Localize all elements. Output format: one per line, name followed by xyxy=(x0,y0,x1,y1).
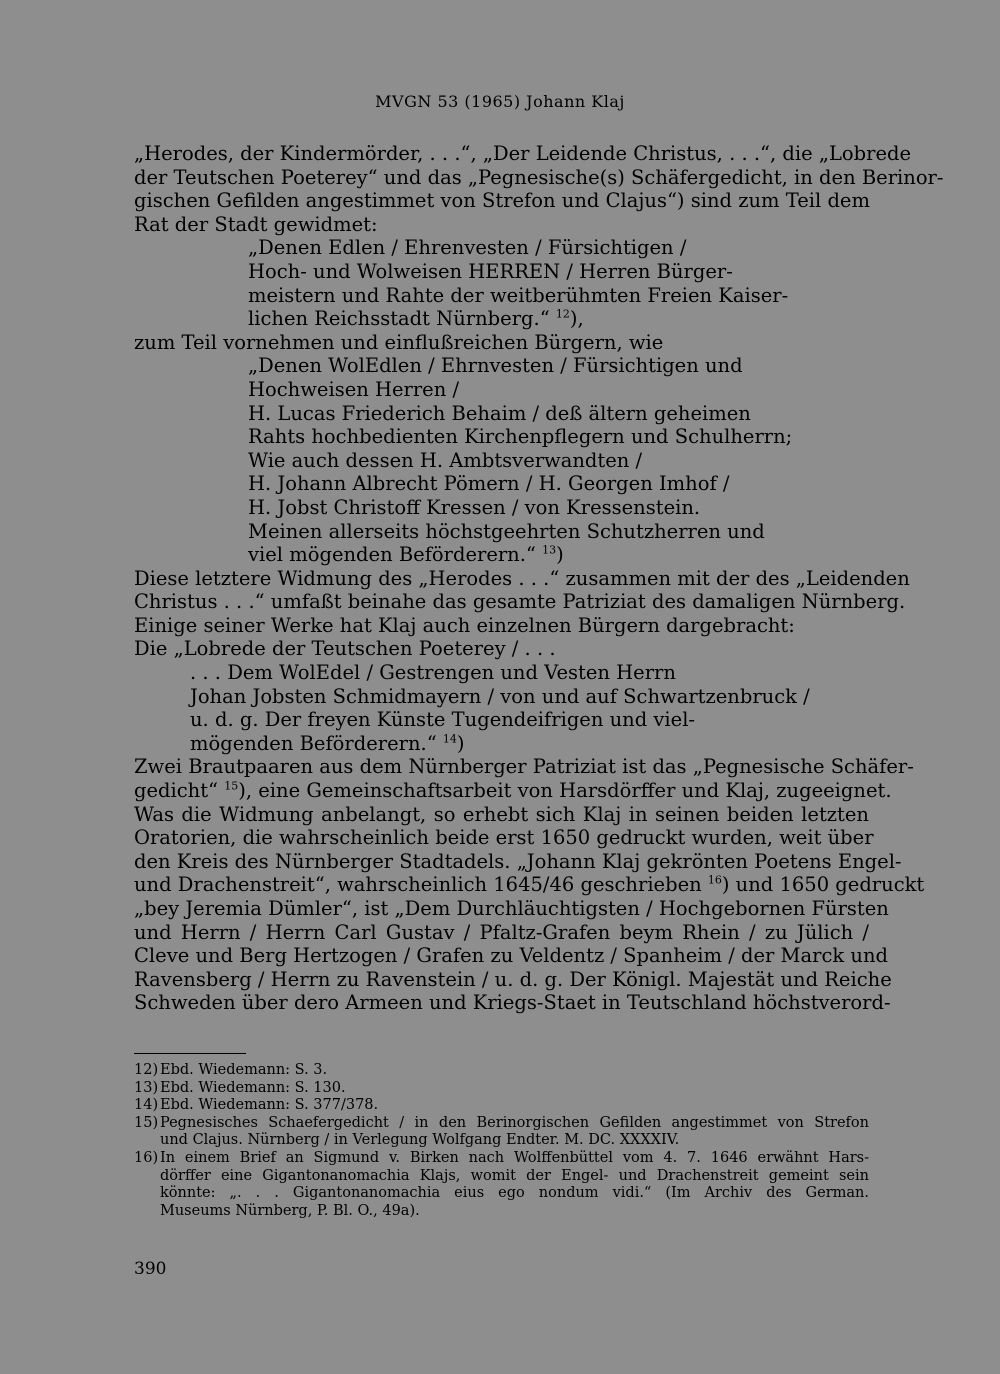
text-line xyxy=(134,189,869,213)
text-line xyxy=(134,142,912,166)
text-line-content: Christus . . .“ umfaßt beinahe das gesamte Patriziat des damaligen Nürnberg. xyxy=(134,590,906,614)
text-line xyxy=(134,543,869,567)
text-line-content: Rahts hochbedienten Kirchenpflegern und Schulherrn; xyxy=(248,425,793,449)
text-line-content: Schweden über dero Armeen und Kriegs-Staet in Teutschland höchstverord- xyxy=(134,991,891,1015)
text-line xyxy=(134,873,925,897)
footnote xyxy=(134,1115,869,1150)
text-line xyxy=(134,260,869,284)
footnote-ref: 12 xyxy=(555,307,570,321)
footnote-line: In einem Brief an Sigmund v. Birken nach Wolffenbüttel vom 4. 7. 1646 erwähnt Hars- xyxy=(160,1149,869,1166)
footnote xyxy=(134,1150,869,1220)
footnote-text xyxy=(160,1150,869,1220)
footnote-line: Pegnesisches Schaefergedicht / in den Berinorgischen Gefilden angestimmet von Strefon xyxy=(160,1114,869,1131)
text-line-content: mögenden Beförderern.“ xyxy=(190,731,437,755)
text-line xyxy=(134,402,869,426)
footnote xyxy=(134,1080,869,1098)
text-line xyxy=(134,236,869,260)
text-line xyxy=(134,213,869,237)
footnote-line: könnte: „. . . Gigantonanomachia eius ego nondum vidi.“ (Im Archiv des German. xyxy=(160,1185,869,1202)
footnote xyxy=(134,1062,869,1080)
footnote-text xyxy=(160,1097,869,1115)
footnote-line: dörffer eine Gigantonanomachia Klajs, womit der Engel- und Drachenstreit gemeint sein xyxy=(160,1167,869,1184)
page-number: 390 xyxy=(134,1259,167,1279)
footnote-text xyxy=(160,1062,869,1080)
footnote-separator xyxy=(134,1053,246,1054)
text-line xyxy=(134,732,869,756)
footnote-ref: 15 xyxy=(224,779,239,793)
body-text xyxy=(134,142,944,1015)
footnote xyxy=(134,1097,869,1115)
text-line-content: Rat der Stadt gewidmet: xyxy=(134,212,378,236)
footnote-number: 15) xyxy=(134,1114,159,1131)
text-line xyxy=(134,637,869,661)
text-line-content: meistern und Rahte der weitberühmten Freien Kaiser- xyxy=(248,283,789,307)
text-line-continuation: ) und 1650 gedruckt xyxy=(721,873,925,897)
text-line xyxy=(134,944,888,968)
text-line xyxy=(134,472,869,496)
text-line-content: . . . Dem WolEdel / Gestrengen und Vesten Herrn xyxy=(190,661,676,685)
text-line xyxy=(134,685,869,709)
text-line-content: „Denen Edlen / Ehrenvesten / Fürsichtigen / xyxy=(248,236,687,260)
text-line-continuation: ), xyxy=(569,307,584,331)
text-line xyxy=(134,165,944,190)
footnote-line: und Clajus. Nürnberg / in Verlegung Wolfgang Endter. M. DC. XXXXIV. xyxy=(160,1132,680,1149)
text-line-continuation: ), eine Gemeinschaftsarbeit von Harsdörffer und Klaj, zugeeignet. xyxy=(238,779,892,803)
footnote-ref: 16 xyxy=(707,873,722,887)
text-line-content: gedicht“ xyxy=(134,779,219,803)
text-line-content: und Drachenstreit“, wahrscheinlich 1645/46 geschrieben xyxy=(134,873,702,897)
running-header: MVGN 53 (1965) Johann Klaj xyxy=(375,92,625,111)
text-line xyxy=(134,284,869,308)
footnotes xyxy=(134,1062,869,1220)
text-line xyxy=(134,614,869,638)
footnote-ref: 13 xyxy=(542,543,557,557)
text-line xyxy=(134,331,869,355)
text-line-content: Cleve und Berg Hertzogen / Grafen zu Veldentz / Spanheim / der Marck und xyxy=(134,944,888,968)
text-line xyxy=(134,921,869,945)
text-line-content: lichen Reichsstadt Nürnberg.“ xyxy=(248,307,550,331)
text-line xyxy=(134,897,889,921)
footnote-text xyxy=(160,1115,869,1150)
text-line-content: Meinen allerseits höchstgeehrten Schutzherren und xyxy=(248,519,765,543)
text-line-content: Ravensberg / Herrn zu Ravenstein / u. d. g. Der Königl. Majestät und Reiche xyxy=(134,967,892,991)
text-line-content: Johan Jobsten Schmidmayern / von und auf Schwartzenbruck / xyxy=(190,684,810,708)
text-line xyxy=(134,826,874,850)
text-line-content: u. d. g. Der freyen Künste Tugendeifrigen und viel- xyxy=(190,708,696,732)
text-line xyxy=(134,708,869,732)
footnote-line: Ebd. Wiedemann: S. 3. xyxy=(160,1062,328,1078)
text-line-content: „Herodes, der Kindermörder, . . .“, „Der Leidende Christus, . . .“, die „Lobrede xyxy=(134,142,912,165)
text-line-content: Diese letztere Widmung des „Herodes . . .“ zusammen mit der des „Leidenden xyxy=(134,566,910,590)
footnote-line: Ebd. Wiedemann: S. 130. xyxy=(160,1079,346,1096)
text-line-content: Hoch- und Wolweisen HERREN / Herren Bürger- xyxy=(248,259,733,283)
text-line-content: gischen Gefilden angestimmet von Strefon und Clajus“) sind zum Teil dem xyxy=(134,189,870,213)
text-line xyxy=(134,849,902,874)
text-line-content: Einige seiner Werke hat Klaj auch einzelnen Bürgern dargebracht: xyxy=(134,613,795,637)
text-line xyxy=(134,566,910,591)
footnote-number: 16) xyxy=(134,1149,159,1166)
footnote-text xyxy=(160,1080,869,1098)
text-line xyxy=(134,496,869,520)
text-line-content: „bey Jeremia Dümler“, ist „Dem Durchläuchtigsten / Hochgebornen Fürsten xyxy=(134,897,889,920)
text-line xyxy=(134,378,869,402)
text-line-content: Die „Lobrede der Teutschen Poeterey / . . . xyxy=(134,637,556,661)
text-line-continuation: ) xyxy=(556,543,564,567)
text-line xyxy=(134,779,892,803)
text-line xyxy=(134,755,914,779)
text-line xyxy=(134,307,869,331)
text-line-content: viel mögenden Beförderern.“ xyxy=(248,543,536,567)
text-line xyxy=(134,967,892,992)
text-line-content: Zwei Brautpaaren aus dem Nürnberger Patriziat ist das „Pegnesische Schäfer- xyxy=(134,755,914,779)
text-line-content: und Herrn / Herrn Carl Gustav / Pfaltz-Grafen beym Rhein / zu Jülich / xyxy=(134,920,869,944)
footnote-line: Museums Nürnberg, P. Bl. O., 49a). xyxy=(160,1202,420,1219)
text-line-content: Oratorien, die wahrscheinlich beide erst 1650 gedruckt wurden, weit über xyxy=(134,826,874,850)
text-line-content: H. Jobst Christoff Kressen / von Kressenstein. xyxy=(248,495,701,519)
text-line xyxy=(134,354,869,378)
footnote-number: 12) xyxy=(134,1062,159,1078)
text-line-content: der Teutschen Poeterey“ und das „Pegnesische(s) Schäfergedicht, in den Berinor- xyxy=(134,165,944,189)
footnote-ref: 14 xyxy=(442,732,457,746)
text-line-continuation: ) xyxy=(456,731,465,755)
footnote-line: Ebd. Wiedemann: S. 377/378. xyxy=(160,1097,379,1114)
text-line-content: Hochweisen Herren / xyxy=(248,377,460,401)
text-line-content: Was die Widmung anbelangt, so erhebt sich Klaj in seinen beiden letzten xyxy=(134,802,869,826)
text-line xyxy=(134,661,869,685)
text-line xyxy=(134,425,869,449)
footnote-number: 14) xyxy=(134,1097,159,1114)
text-line-content: H. Lucas Friederich Behaim / deß ältern geheimen xyxy=(248,401,751,425)
text-line-content: zum Teil vornehmen und einflußreichen Bürgern, wie xyxy=(134,330,664,354)
text-line xyxy=(134,590,906,614)
text-line xyxy=(134,520,869,544)
text-line xyxy=(134,449,869,473)
footnote-number: 13) xyxy=(134,1079,159,1096)
text-line xyxy=(134,803,869,827)
text-line-content: den Kreis des Nürnberger Stadtadels. „Johann Klaj gekrönten Poetens Engel- xyxy=(134,849,902,873)
text-line xyxy=(134,991,891,1015)
text-line-content: Wie auch dessen H. Ambtsverwandten / xyxy=(248,448,643,472)
text-line-content: „Denen WolEdlen / Ehrnvesten / Fürsichtigen und xyxy=(248,354,743,378)
text-line-content: H. Johann Albrecht Pömern / H. Georgen Imhof / xyxy=(248,472,730,496)
